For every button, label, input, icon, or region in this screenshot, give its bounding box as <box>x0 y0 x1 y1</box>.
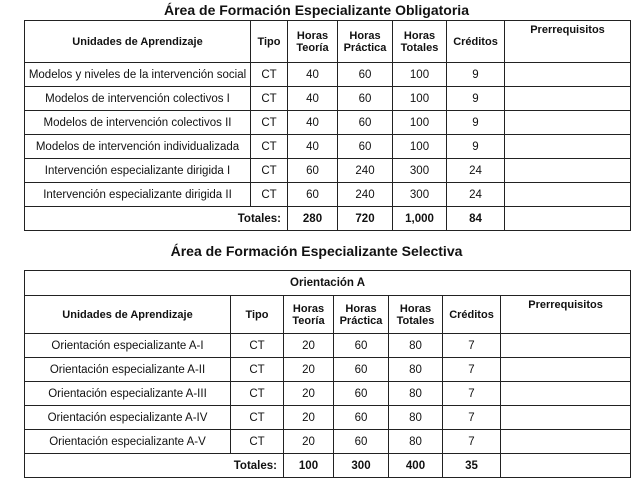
prerequisites-cell <box>505 135 631 159</box>
credits-cell: 7 <box>443 406 501 430</box>
header-total-hours: Horas Totales <box>389 296 443 334</box>
practice-hours-cell: 60 <box>338 111 393 135</box>
total-prerequisites-cell <box>501 454 631 478</box>
unit-cell: Modelos y niveles de la intervención social <box>25 63 251 87</box>
table-row <box>25 159 631 183</box>
practice-hours-cell: 60 <box>338 135 393 159</box>
total-prerequisites-cell <box>505 207 631 231</box>
table-row <box>25 358 631 382</box>
header-theory-hours: Horas Teoría <box>284 296 334 334</box>
prerequisites-cell <box>505 111 631 135</box>
header-practice-hours: Horas Práctica <box>334 296 389 334</box>
header-row <box>25 21 631 63</box>
table-row <box>25 406 631 430</box>
credits-cell: 9 <box>447 111 505 135</box>
theory-hours-cell: 60 <box>288 159 338 183</box>
header-unit: Unidades de Aprendizaje <box>25 296 231 334</box>
header-credits: Créditos <box>443 296 501 334</box>
theory-hours-cell: 20 <box>284 406 334 430</box>
practice-hours-cell: 60 <box>334 334 389 358</box>
theory-hours-cell: 20 <box>284 382 334 406</box>
unit-cell: Intervención especializante dirigida I <box>25 159 251 183</box>
mandatory-units-table <box>24 20 631 231</box>
type-cell: CT <box>251 159 288 183</box>
practice-hours-cell: 60 <box>334 358 389 382</box>
total-hours-cell: 80 <box>389 358 443 382</box>
practice-hours-cell: 60 <box>334 430 389 454</box>
totals-row <box>25 454 631 478</box>
orientation-row <box>25 271 631 296</box>
type-cell: CT <box>251 183 288 207</box>
type-cell: CT <box>251 111 288 135</box>
type-cell: CT <box>231 430 284 454</box>
type-cell: CT <box>231 334 284 358</box>
orientation-label: Orientación A <box>25 271 631 296</box>
table-row <box>25 87 631 111</box>
credits-cell: 24 <box>447 183 505 207</box>
header-prerequisites: Prerrequisitos <box>505 21 631 63</box>
totals-label: Totales: <box>25 207 288 231</box>
practice-hours-cell: 60 <box>338 63 393 87</box>
header-row <box>25 296 631 334</box>
total-hours-cell: 80 <box>389 382 443 406</box>
prerequisites-cell <box>501 430 631 454</box>
total-hours-cell: 100 <box>393 111 447 135</box>
theory-hours-cell: 60 <box>288 183 338 207</box>
type-cell: CT <box>231 382 284 406</box>
header-practice-hours: Horas Práctica <box>338 21 393 63</box>
credits-cell: 9 <box>447 63 505 87</box>
unit-cell: Orientación especializante A-IV <box>25 406 231 430</box>
header-credits: Créditos <box>447 21 505 63</box>
header-theory-hours: Horas Teoría <box>288 21 338 63</box>
credits-cell: 7 <box>443 382 501 406</box>
credits-cell: 7 <box>443 358 501 382</box>
practice-hours-cell: 60 <box>334 382 389 406</box>
prerequisites-cell <box>505 63 631 87</box>
mandatory-area-title: Área de Formación Especializante Obligatoria <box>164 2 469 18</box>
table-row <box>25 382 631 406</box>
theory-hours-cell: 20 <box>284 430 334 454</box>
unit-cell: Orientación especializante A-III <box>25 382 231 406</box>
total-hours-cell: 100 <box>393 135 447 159</box>
total-hours-cell: 80 <box>389 430 443 454</box>
prerequisites-cell <box>501 334 631 358</box>
prerequisites-cell <box>501 382 631 406</box>
practice-hours-cell: 60 <box>334 406 389 430</box>
credits-cell: 7 <box>443 430 501 454</box>
unit-cell: Orientación especializante A-V <box>25 430 231 454</box>
prerequisites-cell <box>505 87 631 111</box>
total-hours-cell: 100 <box>393 63 447 87</box>
unit-cell: Modelos de intervención colectivos II <box>25 111 251 135</box>
unit-cell: Modelos de intervención individualizada <box>25 135 251 159</box>
total-theory-hours: 100 <box>284 454 334 478</box>
credits-cell: 7 <box>443 334 501 358</box>
theory-hours-cell: 20 <box>284 334 334 358</box>
table-row <box>25 111 631 135</box>
practice-hours-cell: 240 <box>338 183 393 207</box>
practice-hours-cell: 240 <box>338 159 393 183</box>
unit-cell: Modelos de intervención colectivos I <box>25 87 251 111</box>
selective-area-title: Área de Formación Especializante Selectiva <box>170 243 463 259</box>
prerequisites-cell <box>501 358 631 382</box>
totals-label: Totales: <box>25 454 284 478</box>
theory-hours-cell: 40 <box>288 135 338 159</box>
total-credits: 35 <box>443 454 501 478</box>
selective-units-table <box>24 270 631 478</box>
table-row <box>25 63 631 87</box>
total-theory-hours: 280 <box>288 207 338 231</box>
table-row <box>25 135 631 159</box>
type-cell: CT <box>251 135 288 159</box>
header-type: Tipo <box>251 21 288 63</box>
credits-cell: 9 <box>447 135 505 159</box>
table-row <box>25 334 631 358</box>
theory-hours-cell: 20 <box>284 358 334 382</box>
table-row <box>25 430 631 454</box>
total-hours-cell: 100 <box>393 87 447 111</box>
total-total-hours: 1,000 <box>393 207 447 231</box>
credits-cell: 9 <box>447 87 505 111</box>
totals-row <box>25 207 631 231</box>
table-row <box>25 183 631 207</box>
credits-cell: 24 <box>447 159 505 183</box>
total-total-hours: 400 <box>389 454 443 478</box>
header-total-hours: Horas Totales <box>393 21 447 63</box>
theory-hours-cell: 40 <box>288 63 338 87</box>
type-cell: CT <box>251 63 288 87</box>
theory-hours-cell: 40 <box>288 87 338 111</box>
type-cell: CT <box>251 87 288 111</box>
total-hours-cell: 80 <box>389 406 443 430</box>
total-hours-cell: 300 <box>393 183 447 207</box>
practice-hours-cell: 60 <box>338 87 393 111</box>
type-cell: CT <box>231 358 284 382</box>
prerequisites-cell <box>505 159 631 183</box>
unit-cell: Intervención especializante dirigida II <box>25 183 251 207</box>
header-prerequisites: Prerrequisitos <box>501 296 631 334</box>
total-practice-hours: 720 <box>338 207 393 231</box>
total-practice-hours: 300 <box>334 454 389 478</box>
prerequisites-cell <box>501 406 631 430</box>
header-unit: Unidades de Aprendizaje <box>25 21 251 63</box>
total-credits: 84 <box>447 207 505 231</box>
type-cell: CT <box>231 406 284 430</box>
theory-hours-cell: 40 <box>288 111 338 135</box>
unit-cell: Orientación especializante A-I <box>25 334 231 358</box>
header-type: Tipo <box>231 296 284 334</box>
prerequisites-cell <box>505 183 631 207</box>
total-hours-cell: 80 <box>389 334 443 358</box>
unit-cell: Orientación especializante A-II <box>25 358 231 382</box>
total-hours-cell: 300 <box>393 159 447 183</box>
